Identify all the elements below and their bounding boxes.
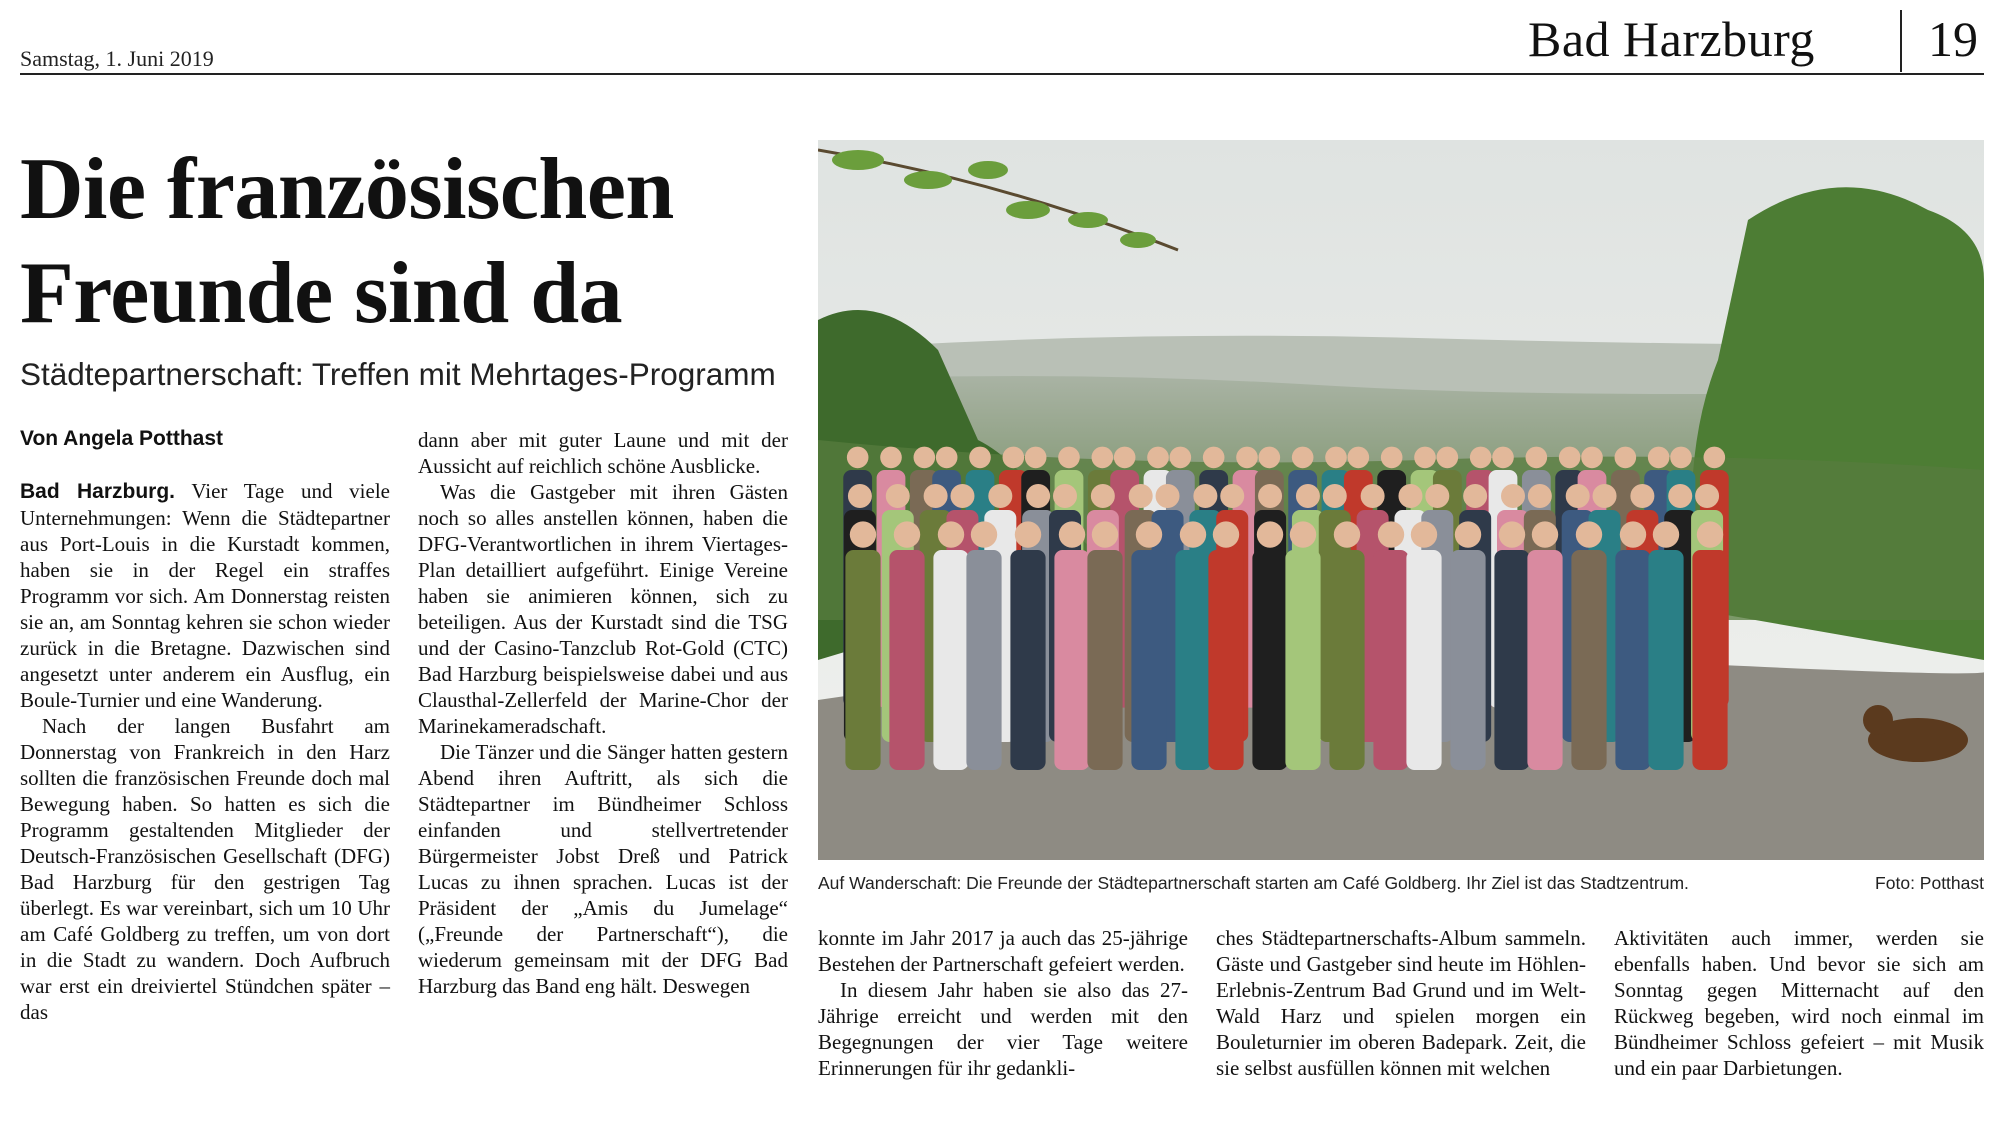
- photo-person-head: [1455, 521, 1481, 547]
- photo-person-head: [1059, 521, 1085, 547]
- photo-person-head: [1648, 447, 1670, 469]
- photo-person-head: [1323, 484, 1347, 508]
- photo-person-head: [880, 447, 902, 469]
- photo-person: [1494, 550, 1529, 770]
- photo-person-head: [1576, 521, 1602, 547]
- photo-person-head: [1114, 447, 1136, 469]
- photo-person: [1373, 550, 1408, 770]
- photo-person-head: [1501, 484, 1525, 508]
- article-column-3: [818, 925, 1188, 1081]
- photo-person: [1571, 550, 1606, 770]
- photo-person-head: [1213, 521, 1239, 547]
- photo-person-head: [847, 447, 869, 469]
- photo-person: [1252, 550, 1287, 770]
- photo-person-head: [1325, 447, 1347, 469]
- photo-person-head: [971, 521, 997, 547]
- photo-person-head: [950, 484, 974, 508]
- page-number: 19: [1928, 11, 1978, 67]
- photo-person: [1527, 550, 1562, 770]
- photo-person-head: [1437, 447, 1459, 469]
- photo-person-head: [1528, 484, 1552, 508]
- photo-person-head: [1492, 447, 1514, 469]
- photo-person-head: [886, 484, 910, 508]
- group-photo: [818, 140, 1984, 860]
- photo-person-head: [1259, 447, 1281, 469]
- photo-person: [845, 550, 880, 770]
- article-column-4: [1216, 925, 1586, 1081]
- photo-person-head: [1414, 447, 1436, 469]
- photo-person-head: [1348, 447, 1370, 469]
- photo-person: [1208, 550, 1243, 770]
- photo-caption-row: [818, 873, 1984, 894]
- headline-line-1: Die französischen: [20, 141, 674, 238]
- photo-person: [889, 550, 924, 770]
- photo-person: [966, 550, 1001, 770]
- photo-person-head: [1334, 521, 1360, 547]
- photo-person-head: [1091, 484, 1115, 508]
- photo-person-head: [1193, 484, 1217, 508]
- photo-person: [1131, 550, 1166, 770]
- photo-person-head: [1398, 484, 1422, 508]
- paragraph: Was die Gastgeber mit ihren Gästen noch so alles anstellen können, haben die DFG-Verantwortlichen in ihrem Viertages-Plan detailliert aufgeführt. Einige Vereine haben sie animieren können, sich zu beteiligen. Aus der Kurstadt sind die TSG und der Casino-Tanzclub Rot-Gold (CTC) Bad Harzburg beispielsweise dabei und aus Clausthal-Zellerfeld der Marine-Chor der Marinekameradschaft.: [418, 480, 788, 738]
- photo-person-head: [1566, 484, 1590, 508]
- photo-person-head: [850, 521, 876, 547]
- photo-person-head: [1003, 447, 1025, 469]
- photo-person-head: [1136, 521, 1162, 547]
- photo-person-head: [1668, 484, 1692, 508]
- paragraph: In diesem Jahr haben sie also das 27-Jährige erreicht und werden mit den Begegnungen der vier Tage weitere Erinnerungen für ihr gedankli-: [818, 978, 1188, 1080]
- photo-person-head: [1258, 484, 1282, 508]
- photo-person-head: [1653, 521, 1679, 547]
- photo-person-head: [969, 447, 991, 469]
- photo-person-head: [936, 447, 958, 469]
- paragraph: Aktivitäten auch immer, werden sie ebenfalls haben. Und bevor sie sich am Sonntag gegen Mitternacht auf den Rückweg begeben, wird noch einmal im Bündheimer Schloss gefeiert – mit Musik und ein paar Darbietungen.: [1614, 926, 1984, 1080]
- photo-person-head: [1092, 521, 1118, 547]
- photo-person-head: [1292, 447, 1314, 469]
- photo-person: [1406, 550, 1441, 770]
- photo-person-head: [1411, 521, 1437, 547]
- photo-person-head: [1581, 447, 1603, 469]
- photo-person-head: [1129, 484, 1153, 508]
- byline: Von Angela Potthast: [20, 427, 224, 450]
- photo-person-head: [1026, 484, 1050, 508]
- section-title: Bad Harzburg: [1528, 11, 1815, 67]
- photo-person: [1329, 550, 1364, 770]
- photo-person-head: [1015, 521, 1041, 547]
- photo-person-head: [1170, 447, 1192, 469]
- photo-person-head: [988, 484, 1012, 508]
- photo-person-head: [1615, 447, 1637, 469]
- photo-person-head: [1499, 521, 1525, 547]
- photo-person-head: [914, 447, 936, 469]
- photo-person-head: [1526, 447, 1548, 469]
- header-divider: [1900, 10, 1902, 72]
- issue-date: Samstag, 1. Juni 2019: [20, 46, 214, 71]
- photo-person: [1010, 550, 1045, 770]
- photo-person-head: [1378, 521, 1404, 547]
- photo-person-head: [938, 521, 964, 547]
- photo-person: [1054, 550, 1089, 770]
- photo-person-head: [1704, 447, 1726, 469]
- article-column-2: [418, 427, 788, 999]
- headline: [20, 138, 800, 346]
- dateline: Bad Harzburg.: [20, 480, 175, 503]
- photo-person-head: [1470, 447, 1492, 469]
- photo-person: [1615, 550, 1650, 770]
- photo-person-head: [1236, 447, 1258, 469]
- photo-person-head: [1092, 447, 1114, 469]
- photo-person-head: [1290, 521, 1316, 547]
- header-rule: [20, 73, 1984, 75]
- paragraph: Nach der langen Busfahrt am Donnerstag von Frankreich in den Harz sollten die französischen Freunde doch mal Bewegung haben. So hatten es sich die Programm gestaltenden Mitglieder der Deutsch-Französischen Gesellschaft (DFG) Bad Harzburg für den gestrigen Tag überlegt. Es war vereinbart, sich um 10 Uhr am Café Goldberg zu treffen, um von dort in die Stadt zu wandern. Doch Aufbruch war erst ein dreiviertel Stündchen später – das: [20, 714, 390, 1024]
- photo-person-head: [1361, 484, 1385, 508]
- photo-person: [1285, 550, 1320, 770]
- photo-person: [1450, 550, 1485, 770]
- paragraph: [20, 478, 390, 713]
- photo-person: [1087, 550, 1122, 770]
- photo-person-head: [1257, 521, 1283, 547]
- photo-person-head: [1425, 484, 1449, 508]
- article-column-5: [1614, 925, 1984, 1081]
- paragraph: konnte im Jahr 2017 ja auch das 25-jährige Bestehen der Partnerschaft gefeiert werden.: [818, 926, 1188, 976]
- headline-line-2: Freunde sind da: [20, 245, 623, 342]
- photo-person-head: [1559, 447, 1581, 469]
- photo-person-head: [1630, 484, 1654, 508]
- photo-caption: Auf Wanderschaft: Die Freunde der Städtepartnerschaft starten am Café Goldberg. Ihr Ziel ist das Stadtzentrum.: [818, 873, 1689, 893]
- photo-person-head: [1593, 484, 1617, 508]
- photo-person-head: [1203, 447, 1225, 469]
- photo-person: [1175, 550, 1210, 770]
- photo-person: [1648, 550, 1683, 770]
- photo-credit: Foto: Potthast: [1875, 873, 1984, 893]
- photo-person: [933, 550, 968, 770]
- photo-person-head: [1381, 447, 1403, 469]
- photo-person: [1692, 550, 1727, 770]
- paragraph: Die Tänzer und die Sänger hatten gestern Abend ihren Auftritt, als sich die Städtepartner im Bündheimer Schloss einfanden und stellvertretender Bürgermeister Jobst Dreß und Patrick Lucas zu ihnen sprachen. Lucas ist der Präsident der „Amis du Jumelage“ („Freunde der Partnerschaft“), die wiederum gemeinsam mit der DFG Bad Harzburg das Band eng hält. Deswegen: [418, 740, 788, 998]
- photo-person-head: [1220, 484, 1244, 508]
- paragraph: dann aber mit guter Laune und mit der Aussicht auf reichlich schöne Ausblicke.: [418, 428, 788, 478]
- subheadline: Städtepartnerschaft: Treffen mit Mehrtages-Programm: [20, 356, 776, 392]
- photo-person-head: [1463, 484, 1487, 508]
- photo-person-head: [1180, 521, 1206, 547]
- photo-person-head: [1156, 484, 1180, 508]
- photo-person-head: [848, 484, 872, 508]
- photo-person-head: [1695, 484, 1719, 508]
- photo-person-head: [924, 484, 948, 508]
- photo-person-head: [1532, 521, 1558, 547]
- photo-person-head: [1670, 447, 1692, 469]
- photo-person-head: [1620, 521, 1646, 547]
- photo-person-head: [1053, 484, 1077, 508]
- article-column-1: [20, 478, 390, 1025]
- photo-person-head: [894, 521, 920, 547]
- paragraph-text: Vier Tage und viele Unternehmungen: Wenn die Städtepartner aus Port-Louis in die Kurstadt kommen, haben sie in der Regel ein straffes Programm vor sich. Am Donnerstag reisten sie an, am Sonntag kehren sie schon wieder zurück in die Bretagne. Dazwischen sind angesetzt unter anderem ein Ausflug, ein Boule-Turnier und eine Wanderung.: [20, 479, 390, 712]
- photo-person-head: [1147, 447, 1169, 469]
- paragraph: ches Städtepartnerschafts-Album sammeln. Gäste und Gastgeber sind heute im Höhlen-Erlebnis-Zentrum Bad Grund und im Welt-Wald Harz und spielen morgen ein Bouleturnier im oberen Badepark. Zeit, die sie selbst ausfüllen können mit welchen: [1216, 926, 1586, 1080]
- photo-person-head: [1697, 521, 1723, 547]
- photo-person-head: [1058, 447, 1080, 469]
- photo-person-head: [1025, 447, 1047, 469]
- photo-person-head: [1296, 484, 1320, 508]
